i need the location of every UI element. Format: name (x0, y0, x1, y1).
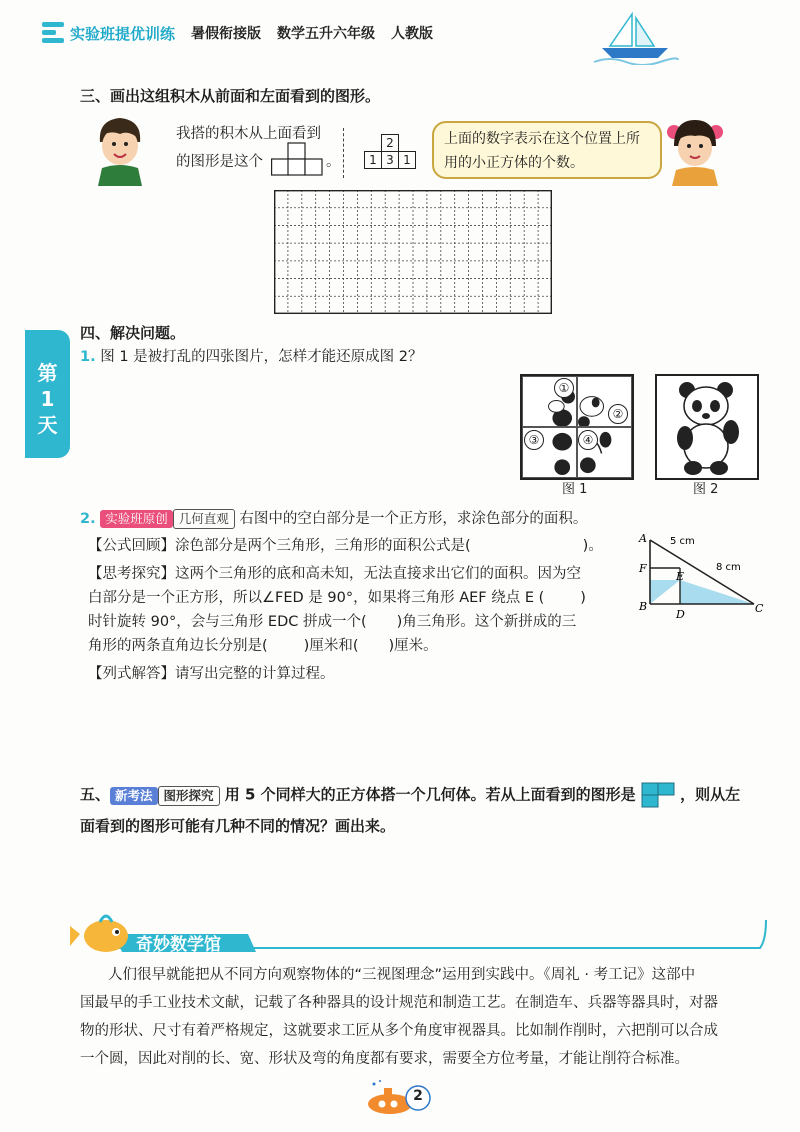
top-view-shape (271, 142, 323, 176)
header-subject: 数学五升六年级 (277, 26, 376, 42)
length-ae: 5 cm (670, 536, 695, 547)
piece-number: ② (608, 404, 628, 424)
question-2-number: 2. (80, 511, 96, 527)
think-text: ) (580, 590, 586, 606)
section5-text-end: ，则从左 (680, 785, 741, 804)
formula-end: )。 (582, 538, 603, 554)
shaded-triangle-aef (650, 580, 680, 604)
museum-title: 奇妙数学馆 (136, 935, 221, 955)
question-1 (80, 345, 423, 369)
think-line-2 (88, 586, 586, 610)
figure-1-panel (520, 374, 634, 480)
side-tab-char: 第 (37, 361, 58, 385)
tag-original: 实验班原创 (100, 510, 173, 528)
girl-avatar (664, 112, 726, 186)
think-text: 时针旋转 90°，会与三角形 EDC 拼成一个( (88, 614, 367, 630)
tag-new-method: 新考法 (110, 787, 158, 805)
section5-line-2: 面看到的图形可能有几种不同的情况？画出来。 (80, 817, 396, 835)
think-text: 这两个三角形的底和高未知，无法直接求出它们的面积。因为空 (175, 566, 581, 582)
shaded-triangle-edc (680, 580, 754, 604)
piece-number: ③ (524, 430, 544, 450)
think-text: 白部分是一个正方形，所以∠FED 是 90°，如果将三角形 AEF 绕点 E ( (88, 590, 545, 606)
divider (343, 128, 345, 178)
number-grid (364, 134, 416, 170)
length-ec: 8 cm (716, 562, 741, 573)
drawing-grid[interactable] (274, 190, 552, 314)
label-c: C (755, 602, 764, 615)
girl-speech-bubble: 上面的数字表示在这个位置上所用的小正方体的个数。 (432, 121, 662, 179)
question-2-text: 右图中的空白部分是一个正方形，求涂色部分的面积。 (239, 511, 588, 527)
tag-geometry: 几何直观 (173, 509, 235, 529)
number-cell: 1 (364, 151, 382, 169)
solve-label: 【列式解答】 (88, 666, 175, 682)
geometry-figure (636, 528, 768, 624)
panda-icon (657, 376, 757, 478)
header-edition: 暑假衔接版 (191, 26, 262, 42)
label-f: F (639, 562, 647, 575)
side-tab-char: 1 (40, 387, 55, 411)
label-a: A (639, 532, 647, 545)
question-1-number: 1. (80, 349, 96, 365)
figure-2-panel (655, 374, 759, 480)
think-line-4 (88, 634, 438, 658)
solve-text: 请写出完整的计算过程。 (175, 666, 335, 682)
label-e: E (676, 570, 685, 583)
top-view-l-shape (641, 782, 675, 808)
think-text: )厘米。 (388, 638, 438, 654)
formula-line (88, 534, 636, 558)
boy-speech-line1: 我搭的积木从上面看到 (176, 126, 321, 142)
brand-logo-icon (40, 18, 68, 46)
think-text: 角形的两条直角边长分别是( (88, 638, 268, 654)
boy-speech-line2: 的图形是这个 (176, 154, 263, 170)
tag-shape-explore: 图形探究 (158, 786, 220, 806)
page-header (70, 18, 433, 48)
think-line-1 (88, 562, 581, 586)
label-b: B (639, 600, 648, 613)
label-d: D (676, 608, 685, 621)
section5-line-1 (80, 782, 770, 808)
section5-prefix: 五、 (80, 785, 111, 804)
museum-para-3: 物的形状、尺寸有着严格规定，这就要求工匠从多个角度审视器具。比如制作削时，六把削可以合成 (80, 1023, 718, 1039)
header-brand: 实验班提优训练 (70, 24, 176, 43)
museum-para-4: 一个圆，因此对削的长、宽、形状及弯的角度都有要求，需要全方位考量，才能让削符合标准。 (80, 1051, 689, 1067)
section5-text: 用 5 个同样大的正方体搭一个几何体。若从上面看到的图形是 (224, 785, 636, 804)
formula-text: 涂色部分是两个三角形，三角形的面积公式是( (175, 538, 471, 554)
page-number: 2 (413, 1088, 423, 1104)
question-2 (80, 507, 587, 531)
piece-number: ① (554, 378, 574, 398)
museum-para-2: 国最早的手工业技术文献，记载了各种器具的设计规范和制造工艺。在制造车、兵器等器具时，对器 (80, 995, 718, 1011)
side-tab-char: 天 (37, 413, 58, 437)
solve-line (88, 662, 335, 686)
think-line-3 (88, 610, 576, 634)
piece-number: ④ (578, 430, 598, 450)
boy-avatar (88, 112, 154, 186)
figure-1-label: 图 1 (562, 482, 588, 497)
header-publisher: 人教版 (391, 26, 434, 42)
sailboat-icon (590, 10, 680, 65)
section3-title: 三、画出这组积木从前面和左面看到的图形。 (80, 87, 381, 105)
fish-mascot-icon (70, 916, 128, 952)
number-cell-top: 2 (381, 134, 399, 152)
think-label: 【思考探究】 (88, 566, 175, 582)
think-text: )厘米和( (303, 638, 359, 654)
submarine-icon (360, 1078, 440, 1118)
think-text: )角三角形。这个新拼成的三 (396, 614, 577, 630)
number-cell: 3 (381, 151, 399, 169)
day-side-tab (25, 330, 70, 458)
number-cell: 1 (398, 151, 416, 169)
question-1-text: 图 1 是被打乱的四张图片，怎样才能还原成图 2？ (100, 349, 423, 365)
museum-para-1: 人们很早就能把从不同方向观察物体的“三视图理念”运用到实践中。《周礼 · 考工记》这部中 (108, 967, 696, 983)
figure-2-label: 图 2 (693, 482, 719, 497)
boy-speech-end: 。 (326, 154, 341, 170)
formula-label: 【公式回顾】 (88, 538, 175, 554)
section4-title: 四、解决问题。 (80, 324, 186, 342)
